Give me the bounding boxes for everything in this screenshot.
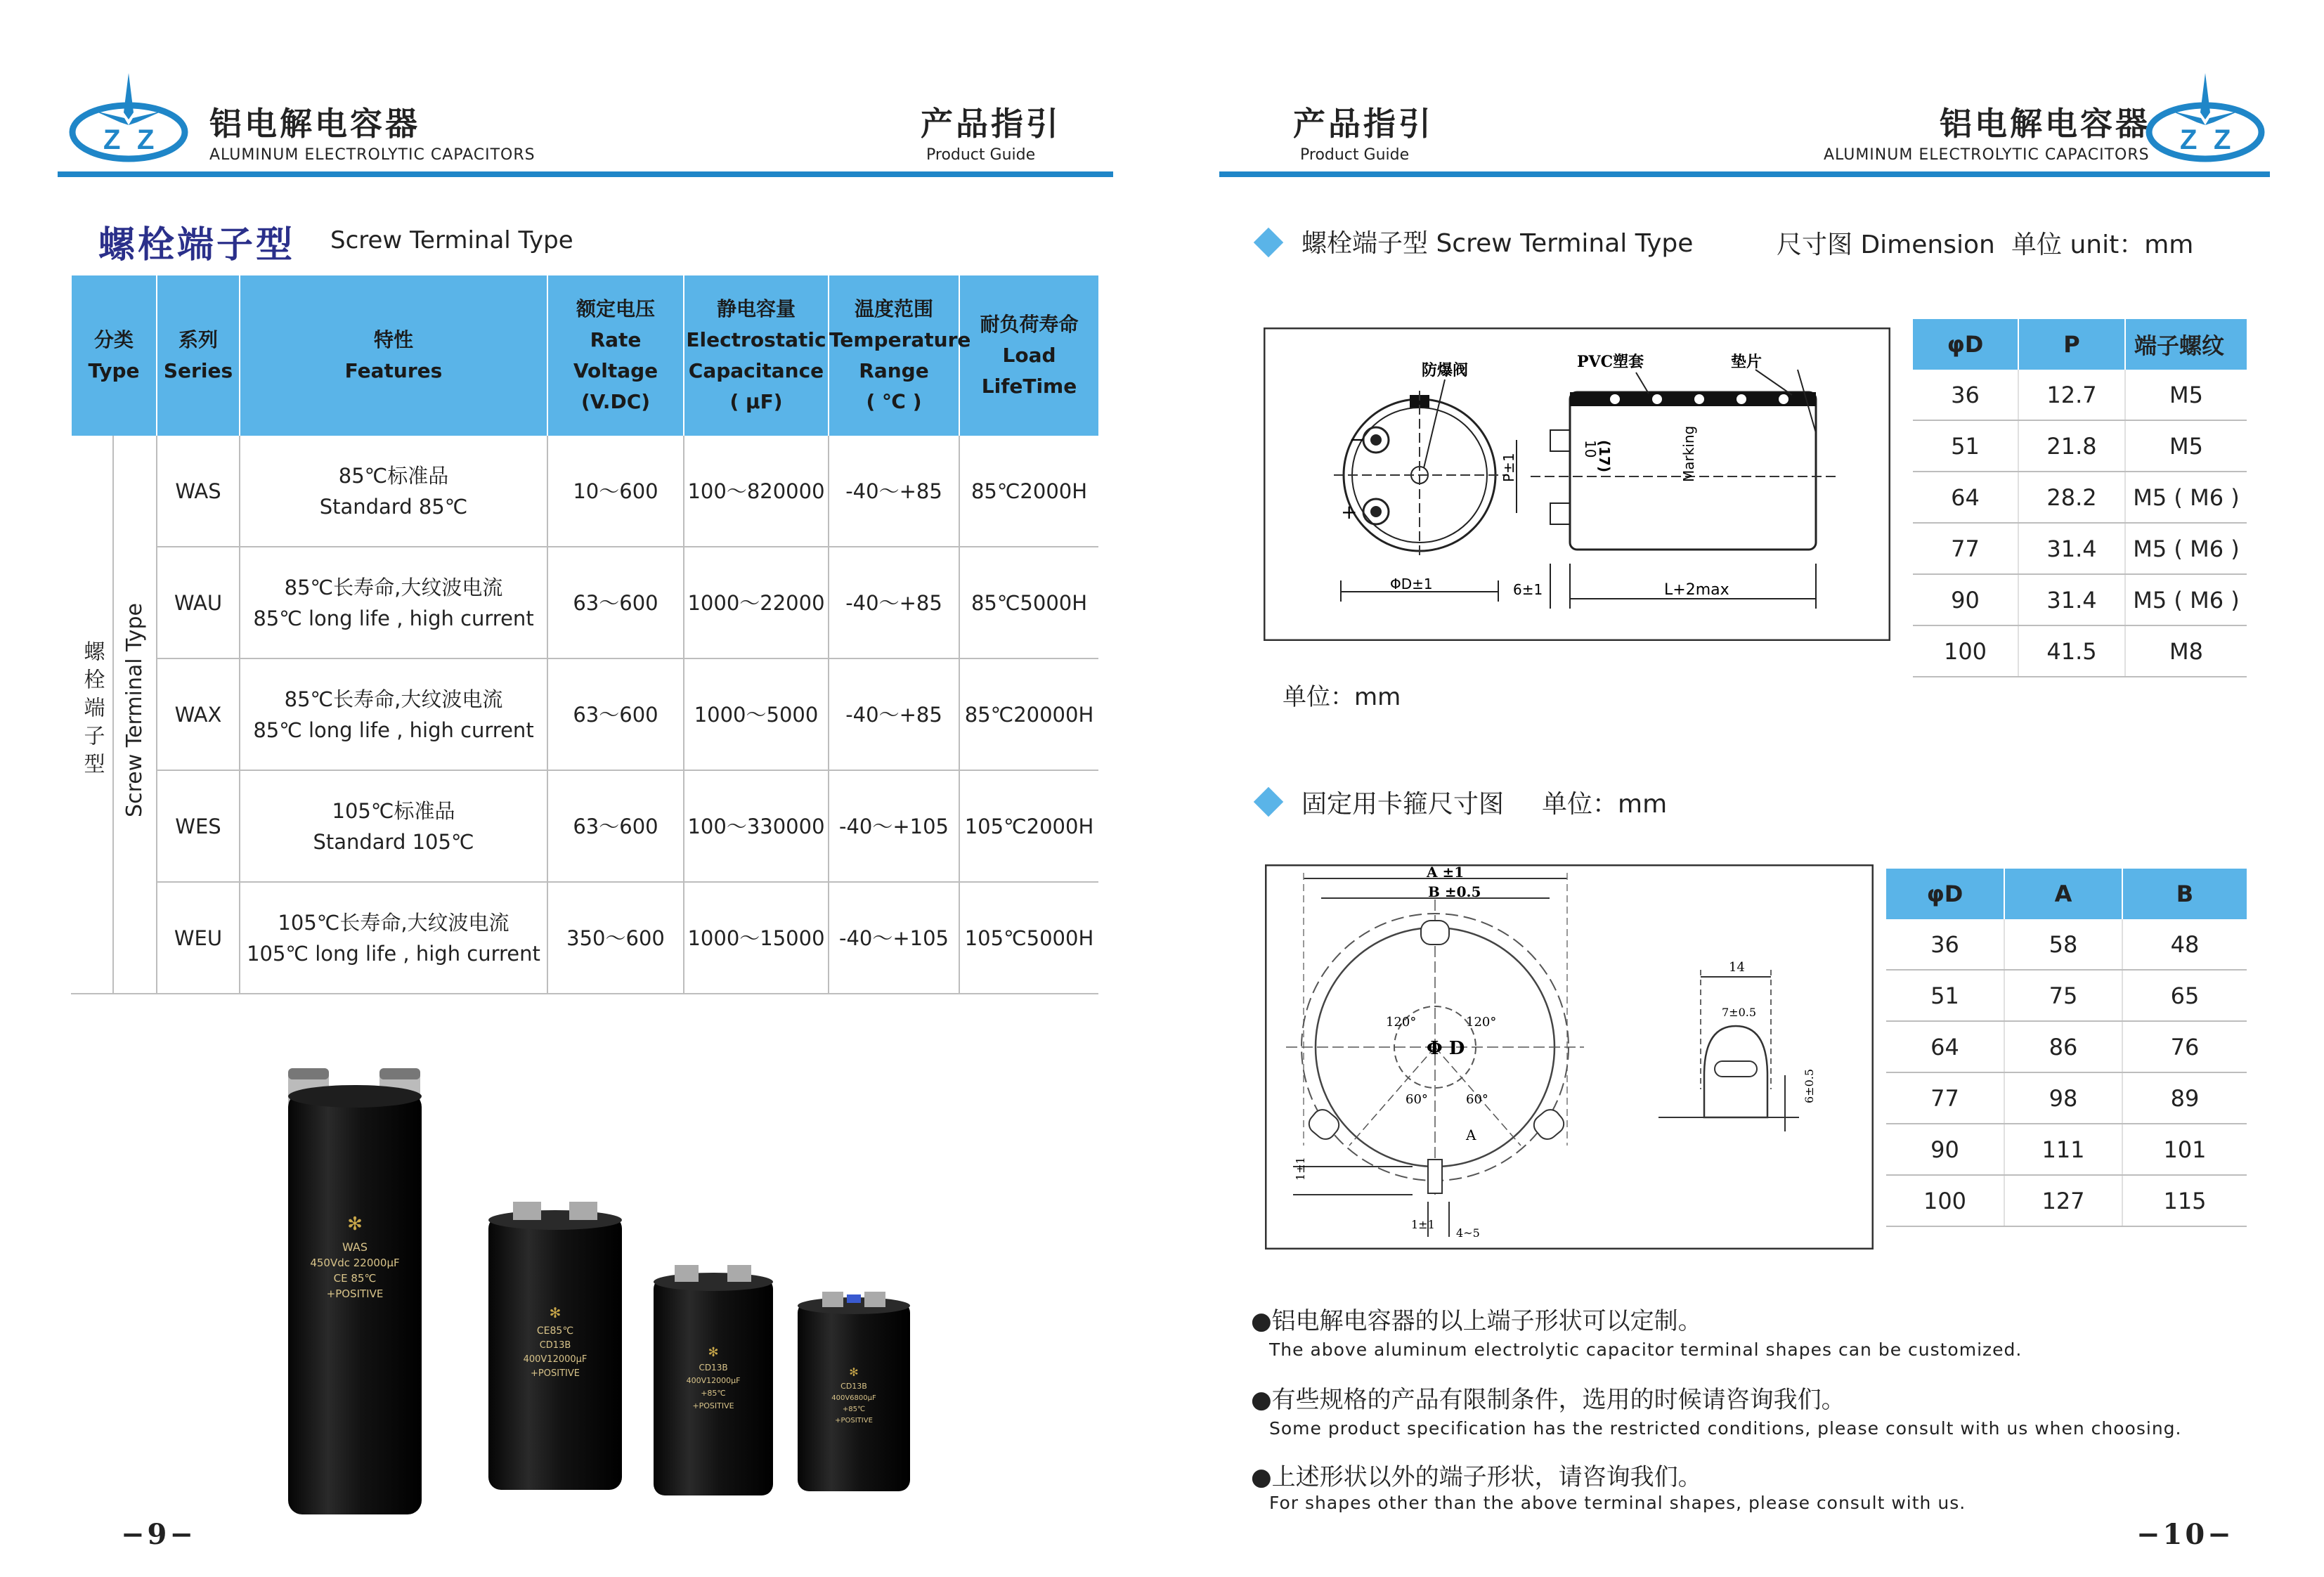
brand-name-en: ALUMINUM ELECTROLYTIC CAPACITORS [209,146,535,164]
table-row [71,547,1098,658]
features-cell: 85℃长寿命,大纹波电流 85℃ long life , high current [240,658,547,770]
capacitor-medium [488,1202,622,1490]
capacitor-smallest [798,1292,910,1491]
voltage-cell: 63～600 [547,770,684,882]
table-row: 51 75 65 [1886,970,2247,1021]
l-label: L+2max [1664,581,1729,599]
four-five-label: 4~5 [1456,1226,1480,1240]
header-p: P [2018,319,2125,370]
section-title-en: Screw Terminal Type [330,226,573,254]
series-cell: WAS [157,436,240,547]
unit-below-drawing: 单位：mm [1283,683,1401,711]
bullet-diamond-icon [1254,787,1283,817]
cap-label: +85℃ [701,1389,726,1398]
a-mark-label: A [1466,1127,1476,1143]
cap-label: CD13B [539,1340,571,1351]
capacitor-large [288,1068,422,1514]
voltage-cell: 63～600 [547,547,684,658]
temperature-cell: -40～+85 [829,436,959,547]
p-label: P±1 [1500,453,1517,482]
cap-logo-icon: ✻ [849,1365,859,1379]
series-cell: WAX [157,658,240,770]
table-row: 90 111 101 [1886,1124,2247,1175]
cap-logo-icon: ✻ [549,1304,561,1321]
product-guide-cn: 产品指引 [921,105,1061,143]
note-en: For shapes other than the above terminal shapes, please consult with us. [1269,1493,1966,1513]
brand-name-en: ALUMINUM ELECTROLYTIC CAPACITORS [1824,146,2150,164]
cap-label: +POSITIVE [692,1401,734,1410]
series-cell: WEU [157,882,240,994]
unit-label: 单位 unit：mm [2011,231,2194,259]
svg-text:Z: Z [2180,124,2198,155]
angle-label: 120° [1386,1015,1417,1030]
brand-name-cn: 铝电解电容器 [1940,105,2150,143]
page-number-left: −9− [121,1518,196,1551]
features-cell: 105℃长寿命,大纹波电流 105℃ long life , high current [240,882,547,994]
cap-label: CE85℃ [536,1325,574,1337]
cap-label: 450Vdc 22000μF [310,1257,400,1269]
header-divider [58,171,1113,177]
lifetime-cell: 85℃2000H [959,436,1098,547]
fourteen-label: 14 [1729,960,1745,975]
cap-label: 400V12000μF [523,1354,588,1365]
angle-label: 60° [1406,1092,1428,1107]
lifetime-cell: 105℃2000H [959,770,1098,882]
note-cn: ●有些规格的产品有限制条件，选用的时候请咨询我们。 [1251,1386,1845,1414]
temperature-cell: -40～+105 [829,882,959,994]
capacitance-cell: 1000～5000 [684,658,829,770]
table-row: 36 58 48 [1886,919,2247,970]
capacitor-photo [267,1054,928,1518]
lifetime-cell: 85℃20000H [959,658,1098,770]
header-thread: 端子螺纹 [2125,319,2247,370]
cap-label: +POSITIVE [531,1368,580,1379]
cap-label: +85℃ [842,1406,866,1413]
header-series: 系列 Series [157,275,240,436]
voltage-cell: 10～600 [547,436,684,547]
company-logo-icon [2143,70,2270,169]
capacitor-small [654,1265,773,1495]
note-cn: ●上述形状以外的端子形状，请咨询我们。 [1251,1463,1702,1491]
seventeen-label: (17) [1596,440,1613,473]
clamp-unit-label: 单位：mm [1542,790,1668,819]
table-row: 51 21.8 M5 [1913,420,2247,472]
product-guide-en: Product Guide [926,146,1036,164]
valve-label: 防爆阀 [1422,362,1469,379]
note-en: The above aluminum electrolytic capacitor terminal shapes can be customized. [1269,1339,2023,1360]
header-temperature: 温度范围 Temperature Range ( ℃ ) [829,275,959,436]
temperature-cell: -40～+105 [829,770,959,882]
cap-label: 400V6800μF [831,1394,876,1402]
product-guide-en: Product Guide [1300,146,1410,164]
company-logo-icon [67,70,193,169]
cap-label: WAS [342,1240,368,1254]
table-row: 64 28.2 M5 ( M6 ) [1913,472,2247,523]
clamp-section-title: 固定用卡箍尺寸图 [1301,790,1505,819]
bullet-diamond-icon [1254,228,1283,257]
phi-d-label: Φ D [1427,1038,1465,1059]
cap-label: 400V12000μF [686,1376,741,1385]
a-label: A ±1 [1427,864,1465,881]
svg-text:Z: Z [103,124,121,155]
product-guide-cn: 产品指引 [1293,105,1434,143]
type-cell-en: Screw Terminal Type [113,436,157,994]
features-cell: 105℃标准品 Standard 105℃ [240,770,547,882]
table-row: 77 31.4 M5 ( M6 ) [1913,523,2247,574]
table-row: 36 12.7 M5 [1913,370,2247,420]
header-type: 分类 Type [71,275,157,436]
dimension-drawing [1264,327,1890,641]
cap-label: CD13B [699,1363,728,1372]
voltage-cell: 350～600 [547,882,684,994]
table-row: 64 86 76 [1886,1021,2247,1072]
type-cell-cn: 螺栓端子型 [71,436,113,994]
capacitance-cell: 100～820000 [684,436,829,547]
clamp-drawing [1265,864,1874,1250]
clamp-table [1886,869,2247,1227]
table-row [71,770,1098,882]
table-row [71,436,1098,547]
capacitance-cell: 100～330000 [684,770,829,882]
cap-label: +POSITIVE [835,1417,873,1425]
angle-label: 120° [1466,1015,1497,1030]
series-table [70,275,1098,994]
section-title-cn: 螺栓端子型 [98,223,296,266]
header-features: 特性 Features [240,275,547,436]
pad-label: 垫片 [1731,353,1763,371]
header-phi-d: φD [1913,319,2018,370]
one-label: 1±1 [1294,1157,1307,1181]
header-voltage: 额定电压 Rate Voltage (V.DC) [547,275,684,436]
series-cell: WAU [157,547,240,658]
header-capacitance: 静电容量 Electrostatic Capacitance ( μF) [684,275,829,436]
dimension-label: 尺寸图 Dimension [1777,231,1995,259]
svg-text:Z: Z [2214,124,2231,155]
table-row: 90 31.4 M5 ( M6 ) [1913,574,2247,625]
capacitance-cell: 1000～22000 [684,547,829,658]
cap-logo-icon: ✻ [708,1345,719,1360]
features-cell: 85℃标准品 Standard 85℃ [240,436,547,547]
svg-text:Z: Z [137,124,155,155]
table-row [71,882,1098,994]
header-lifetime: 耐负荷寿命 Load LifeTime [959,275,1098,436]
pvc-label: PVC塑套 [1577,353,1644,371]
one-label: 1±1 [1411,1218,1435,1231]
phi-d-label: ΦD±1 [1390,576,1433,592]
minus-label: − [1349,429,1365,450]
header-a: A [2004,869,2122,919]
header-b: B [2122,869,2247,919]
table-row: 100 127 115 [1886,1175,2247,1226]
table-row [71,658,1098,770]
cap-label: +POSITIVE [326,1287,384,1300]
seven-label: 7±0.5 [1722,1006,1757,1019]
table-header-row [1913,319,2247,370]
note-en: Some product specification has the restricted conditions, please consult with us when choosing. [1269,1418,2182,1439]
temperature-cell: -40～+85 [829,547,959,658]
lifetime-cell: 105℃5000H [959,882,1098,994]
six-label: 6±1 [1513,581,1543,598]
brand-name-cn: 铝电解电容器 [209,105,420,143]
cap-logo-icon: ✻ [347,1214,363,1235]
table-row: 100 41.5 M8 [1913,625,2247,677]
capacitance-cell: 1000～15000 [684,882,829,994]
cap-label: CE 85℃ [333,1272,377,1285]
temperature-cell: -40～+85 [829,658,959,770]
table-row: 77 98 89 [1886,1072,2247,1124]
voltage-cell: 63～600 [547,658,684,770]
dimension-section-title: 螺栓端子型 Screw Terminal Type [1301,229,1694,258]
series-cell: WES [157,770,240,882]
plus-label: + [1341,500,1358,524]
dimension-table [1913,319,2247,677]
note-cn: ●铝电解电容器的以上端子形状可以定制。 [1251,1307,1702,1335]
angle-label: 60° [1466,1092,1488,1107]
header-divider [1219,171,2270,177]
table-header-row [71,275,1098,436]
header-phi-d: φD [1886,869,2004,919]
lifetime-cell: 85℃5000H [959,547,1098,658]
b-label: B ±0.5 [1428,883,1481,900]
ten-label: 10 [1582,440,1599,458]
table-header-row [1886,869,2247,919]
marking-label: Marking [1680,425,1697,482]
six-five-label: 6±0.5 [1803,1068,1816,1103]
cap-label: CD13B [840,1382,867,1391]
page-number-right: −10− [2136,1518,2234,1551]
features-cell: 85℃长寿命,大纹波电流 85℃ long life , high current [240,547,547,658]
